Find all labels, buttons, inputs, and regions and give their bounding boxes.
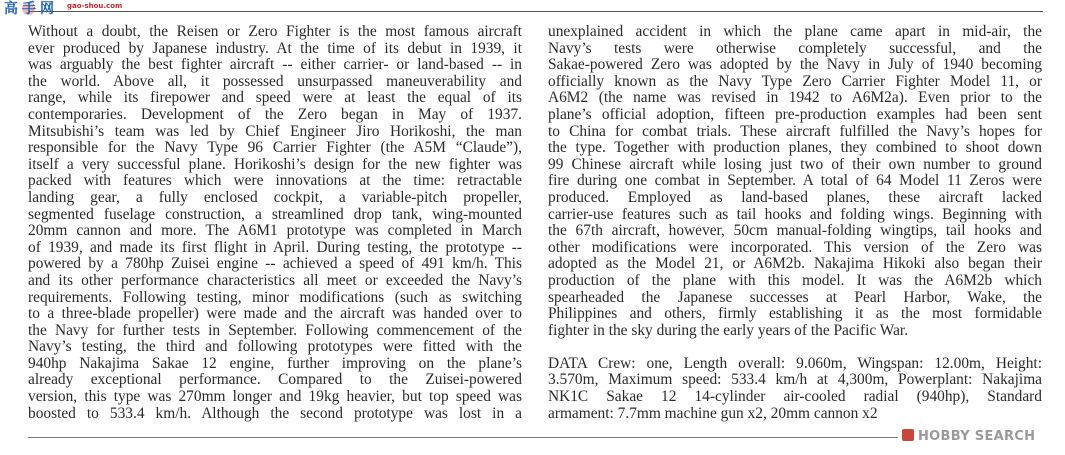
text-line: to China for combat trials. These aircraft fulfilled the Navy’s hopes for: [548, 123, 1042, 140]
text-line: the world. Above all, it possessed unsurpassed maneuverability and: [28, 73, 522, 90]
text-line: 99 Chinese aircraft while losing just two of their own number to ground: [548, 156, 1042, 173]
text-line: produced. Employed as land-based planes, these aircraft lacked: [548, 189, 1042, 206]
text-line: unexplained accident in which the plane came apart in mid-air, the: [548, 24, 1042, 40]
right-column: [548, 24, 1042, 422]
text-line: Navy’s tests were otherwise completely successful, and the: [548, 40, 1042, 57]
paragraph-gap: [548, 339, 1042, 356]
text-line: ever produced by Japanese industry. At the time of its debut in 1939, it: [28, 40, 522, 57]
bottom-rule: [28, 437, 898, 438]
text-line: Philippines and others, firmly establishing it as the most formidable: [548, 306, 1042, 323]
watermark-text: 高手网: [4, 1, 58, 17]
text-line: the Navy for further tests in September. Following commencement of the: [28, 322, 522, 339]
text-line: responsible for the Navy Type 96 Carrier Fighter (the A5M “Claude”),: [28, 140, 522, 157]
text-line: the 67th aircraft, however, 50cm manual-folding wingtips, tail hooks and: [548, 223, 1042, 240]
text-line: segmented fuselage construction, a streamlined drop tank, wing-mounted: [28, 206, 522, 223]
text-line: NK1C Sakae 12 14-cylinder air-cooled radial (940hp), Standard: [548, 389, 1042, 406]
text-line: the type. Together with production planes, they combined to shoot down: [548, 140, 1042, 157]
text-line: Navy’s testing, the third and following prototypes were fitted with the: [28, 339, 522, 356]
text-line: to a three-blade propeller) were made and the aircraft was handed over to: [28, 306, 522, 323]
text-line: 940hp Nakajima Sakae 12 engine, further improving on the plane’s: [28, 355, 522, 372]
text-line: carrier-use features such as tail hooks and folding wings. Beginning with: [548, 206, 1042, 223]
left-column: [28, 24, 522, 422]
text-line: DATA Crew: one, Length overall: 9.060m, Wingspan: 12.00m, Height:: [548, 355, 1042, 372]
text-line: already exceptional performance. Compared to the Zuisei-powered: [28, 372, 522, 389]
text-line: armament: 7.7mm machine gun x2, 20mm cannon x2: [548, 405, 878, 422]
text-line: version, this type was 270mm longer and 19kg heavier, but top speed was: [28, 389, 522, 406]
text-line: officially known as the Navy Type Zero Carrier Fighter Model 11, or: [548, 73, 1042, 90]
text-line: adopted as the Model 21, or A6M2b. Nakajima Hikoki also began their: [548, 256, 1042, 273]
text-line: range, while its firepower and speed were at least the equal of its: [28, 90, 522, 107]
text-line: powered by a 780hp Zuisei engine -- achieved a speed of 491 km/h. This: [28, 256, 522, 273]
text-line: contemporaries. Development of the Zero began in May of 1937.: [28, 106, 522, 123]
text-line: A6M2 (the name was revised in 1942 to A6M2a). Even prior to the: [548, 90, 1042, 107]
text-line: was arguably the best fighter aircraft -- either carrier- or land-based -- in: [28, 57, 522, 74]
text-line: 3.570m, Maximum speed: 533.4 km/h at 4,300m, Powerplant: Nakajima: [548, 372, 1042, 389]
watermark-logo: [2, 0, 122, 20]
text-line: packed with features which were innovations at the time: retractable: [28, 173, 522, 190]
text-line: boosted to 533.4 km/h. Although the second prototype was lost in a: [28, 405, 522, 422]
text-line: production of the plane with this model. It was the A6M2b which: [548, 272, 1042, 289]
text-line: requirements. Following testing, minor modifications (such as switching: [28, 289, 522, 306]
text-line: landing gear, a fully enclosed cockpit, a variable-pitch propeller,: [28, 189, 522, 206]
text-line: fire during one combat in September. A total of 64 Model 11 Zeros were: [548, 173, 1042, 190]
text-line: 20mm cannon and more. The A6M1 prototype was completed in March: [28, 223, 522, 240]
text-line: plane’s official adoption, fifteen pre-production examples had been sent: [548, 106, 1042, 123]
text-line: Sakae-powered Zero was adopted by the Navy in July of 1940 becoming: [548, 57, 1042, 74]
text-line: of 1939, and made its first flight in April. During testing, the prototype --: [28, 239, 522, 256]
logo-mark-icon: [902, 429, 914, 441]
logo-text: HOBBY SEARCH: [918, 429, 1036, 444]
watermark-url: gao-shou.com: [67, 2, 123, 10]
text-line: fighter in the sky during the early years of the Pacific War.: [548, 322, 909, 339]
text-line: other modifications were incorporated. This version of the Zero was: [548, 239, 1042, 256]
hobby-search-logo: [902, 429, 1035, 445]
text-line: Mitsubishi’s team was led by Chief Engineer Jiro Horikoshi, the man: [28, 123, 522, 140]
text-line: Without a doubt, the Reisen or Zero Fighter is the most famous aircraft: [28, 24, 522, 40]
text-line: itself a very successful plane. Horikoshi’s design for the new fighter was: [28, 156, 522, 173]
text-line: and its other performance characteristics all meet or exceeded the Navy’s: [28, 272, 522, 289]
text-line: spearheaded the Japanese successes at Pearl Harbor, Wake, the: [548, 289, 1042, 306]
top-rule: [28, 11, 1043, 12]
